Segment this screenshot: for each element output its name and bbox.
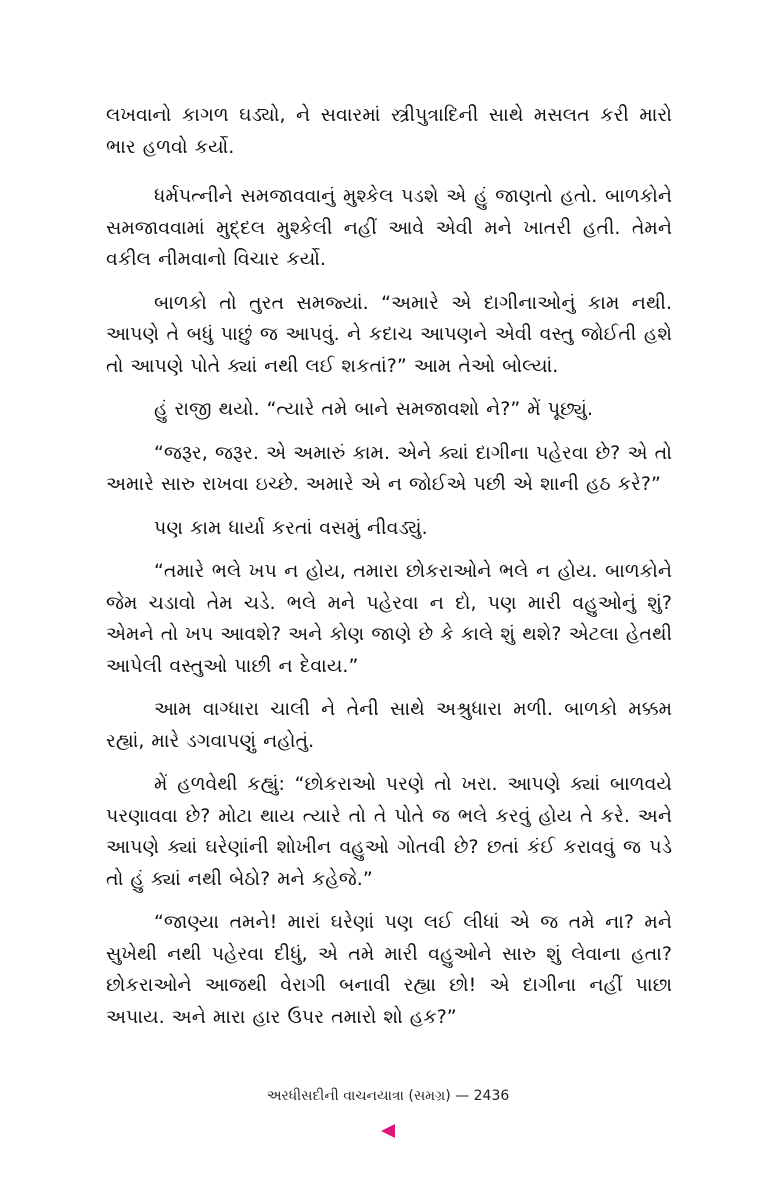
paragraph-1: લખવાનો કાગળ ઘડ્યો, ને સવારમાં સ્ત્રીપુત્રાદિની સાથે મસલત કરી મારો ભાર હળવો કર્યો. bbox=[106, 104, 672, 158]
paragraph-2: ધર્મપત્નીને સમજાવવાનું મુશ્કેલ પડશે એ હું જાણતો હતો. બાળકોને સમજાવવામાં મુદ્દલ મુશ્કેલી નહીં આવે એવી મને ખાતરી હતી. તેમને વકીલ નીમવાનો વિચાર કર્યો. bbox=[106, 185, 672, 270]
paragraph-4: હું રાજી થયો. “ત્યારે તમે બાને સમજાવશો ને?” મેં પૂછ્યું. bbox=[154, 398, 594, 420]
paragraph-9: મેં હળવેથી કહ્યું: “છોકરાઓ પરણે તો ખરા. આપણે ક્યાં બાળવયે પરણાવવા છે? મોટા થાય ત્યારે તો તે પોતે જ ભલે કરવું હોય તે કરે. અને આપણે ક્યાં ઘરેણાંની શોખીન વહુઓ ગોતવી છે? છતાં કંઈ કરાવવું જ પડે તો હું ક્યાં નથી બેઠો? મને કહેજે.” bbox=[106, 773, 672, 890]
paragraph-6: પણ કામ ધાર્યા કરતાં વસમું નીવડ્યું. bbox=[154, 516, 428, 539]
page-body bbox=[106, 100, 672, 1045]
paragraph-8: આમ વાગ્ધારા ચાલી ને તેની સાથે અશ્રુધારા મળી. બાળકો મક્કમ રહ્યાં, મારે ડગવાપણું નહોતું. bbox=[106, 698, 672, 752]
paragraph-7: “તમારે ભલે ખપ ન હોય, તમારા છોકરાઓને ભલે ન હોય. બાળકોને જેમ ચડાવો તેમ ચડે. ભલે મને પહેરવા ન દો, પણ મારી વહુઓનું શું? એમને તો ખપ આવશે? અને કોણ જાણે છે કે કાલે શું થશે? એટલા હેતથી આપેલી વસ્તુઓ પાછી ન દેવાય.” bbox=[106, 560, 672, 677]
left-triangle-icon[interactable] bbox=[381, 1124, 395, 1138]
page-footer: અરધીસદીની વાચનયાત્રા (સમગ્ર) — 2436 bbox=[266, 1088, 510, 1104]
paragraph-3: બાળકો તો તુરત સમજ્યાં. “અમારે એ દાગીનાઓનું કામ નથી. આપણે તે બધું પાછું જ આપવું. ને કદાચ આપણને એવી વસ્તુ જોઈતી હશે તો આપણે પોતે ક્યાં નથી લઈ શકતાં?” આમ તેઓ બોલ્યાં. bbox=[106, 291, 672, 377]
paragraph-5: “જરૂર, જરૂર. એ અમારું કામ. એને ક્યાં દાગીના પહેરવા છે? એ તો અમારે સારુ રાખવા ઇચ્છે. અમારે એ ન જોઈએ પછી એ શાની હઠ કરે?” bbox=[106, 441, 672, 495]
paragraph-10: “જાણ્યા તમને! મારાં ઘરેણાં પણ લઈ લીધાં એ જ તમે ના? મને સુખેથી નથી પહેરવા દીધું, એ તમે મારી વહુઓને સારુ શું લેવાના હતા? છોકરાઓને આજથી વેરાગી બનાવી રહ્યા છો! એ દાગીના નહીં પાછા અપાય. અને મારા હાર ઉપર તમારો શો હક?” bbox=[106, 911, 672, 1028]
